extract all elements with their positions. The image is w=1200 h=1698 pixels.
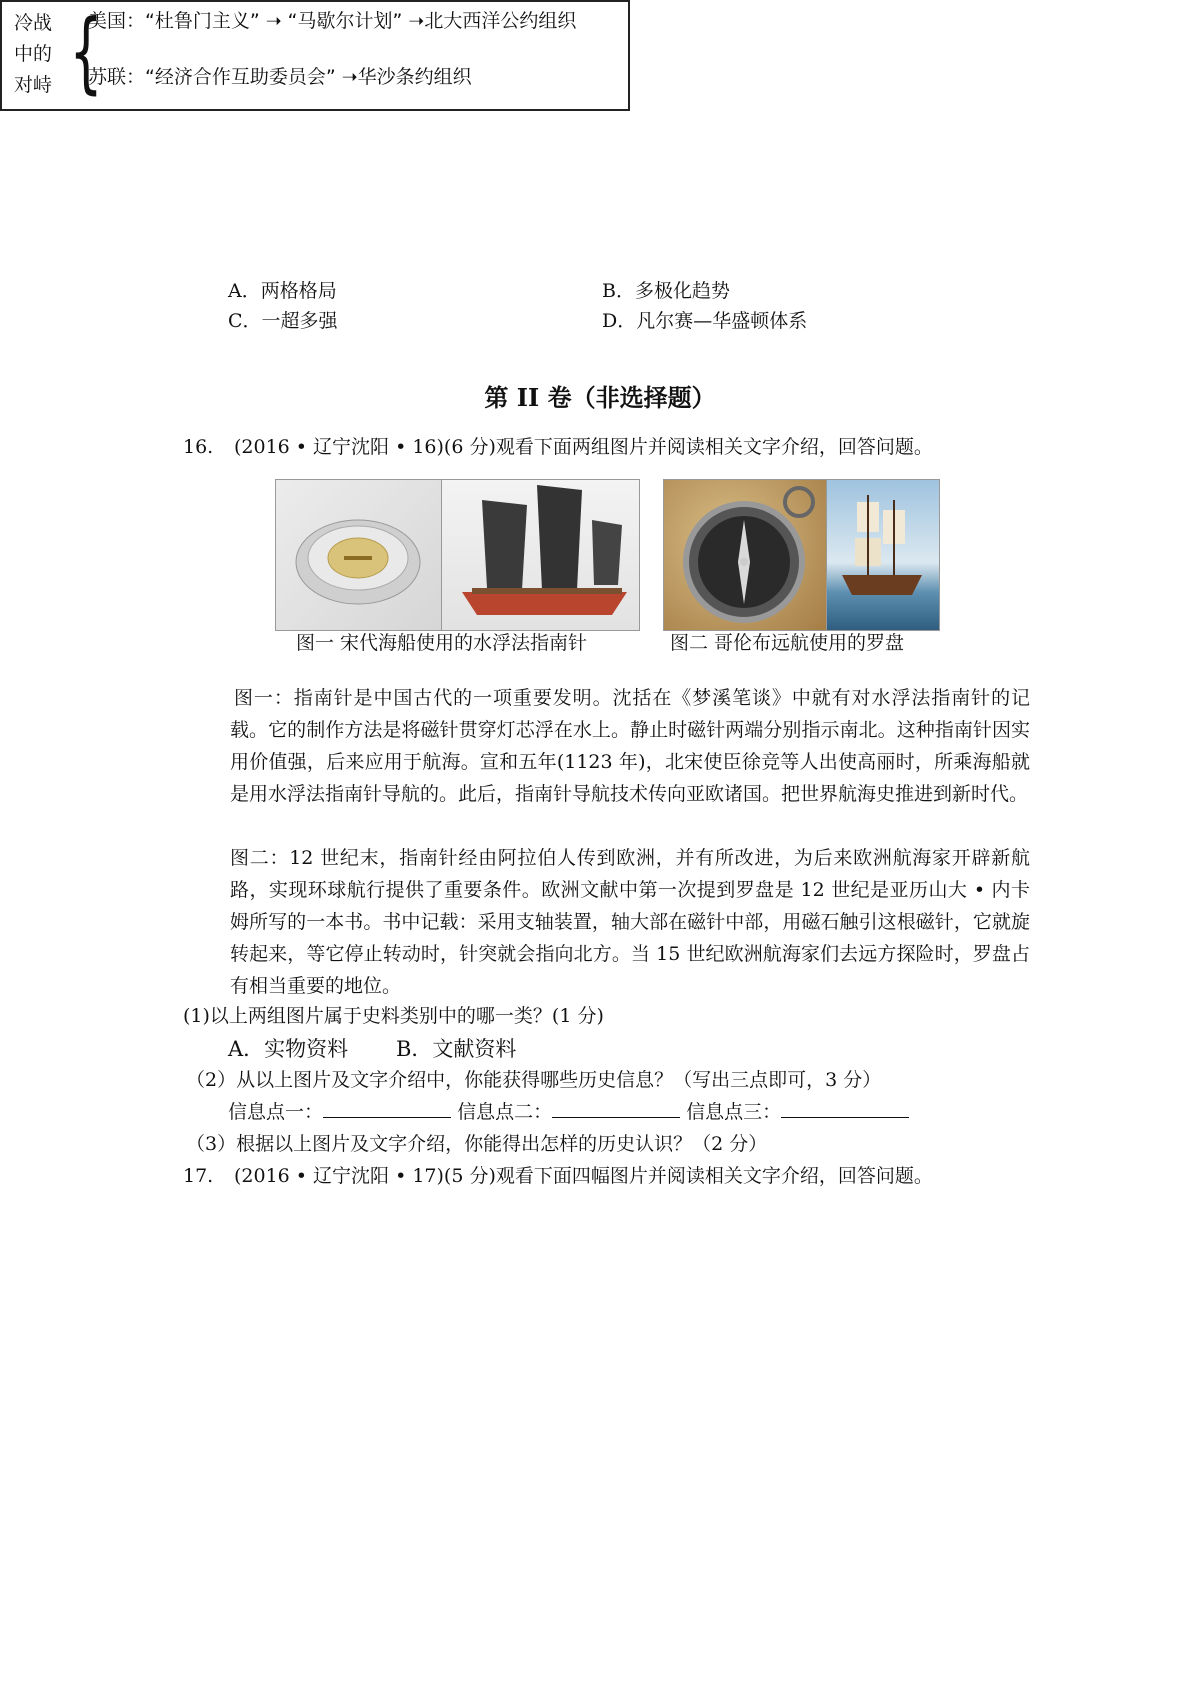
info-point-2-label: 信息点二： xyxy=(457,1101,553,1123)
columbus-ship-image xyxy=(826,479,940,631)
sub1-option-a: A．实物资料 xyxy=(228,1037,349,1061)
cold-war-diagram xyxy=(0,0,630,111)
q17-number: 17. xyxy=(183,1165,214,1187)
q16-number: 16. xyxy=(183,436,214,458)
info-point-1-blank[interactable] xyxy=(323,1099,451,1118)
sub1-option-b: B．文献资料 xyxy=(396,1037,517,1061)
ussr-row: 苏联：“经济合作互助委员会” ➝华沙条约组织 xyxy=(88,66,472,88)
q17-stem: (2016 • 辽宁沈阳 • 17)(5 分)观看下面四幅图片并阅读相关文字介绍，回答问题。 xyxy=(234,1165,933,1187)
info-point-3-label: 信息点三： xyxy=(686,1101,782,1123)
usa-row: 美国：“杜鲁门主义” ➝ “马歇尔计划” ➝北大西洋公约组织 xyxy=(88,10,577,32)
water-compass-image xyxy=(275,479,442,631)
figure-2-description: 图二：12 世纪末，指南针经由阿拉伯人传到欧洲，并有所改进，为后来欧洲航海家开辟新航路，实现环球航行提供了重要条件。欧洲文献中第一次提到罗盘是 12 世纪是亚历山大 • 内卡姆所写的一本书。书中记载：采用支轴装置，轴大部在磁针中部，用磁石触引这根磁针，它就旋转起来，等它停止转动时，针突就会指向北方。当 15 世纪欧洲航海家们去远方探险时，罗盘占有相当重要的地位。 xyxy=(230,847,1030,997)
q16-sub1: (1)以上两组图片属于史料类别中的哪一类？(1 分) xyxy=(183,1005,604,1027)
caption-figure-2: 图二 哥伦布远航使用的罗盘 xyxy=(670,632,905,654)
left-label-line-1: 冷战 xyxy=(14,12,53,34)
compass-image xyxy=(663,479,827,631)
option-b: B．多极化趋势 xyxy=(602,280,730,302)
q16-sub2: （2）从以上图片及文字介绍中，你能获得哪些历史信息？（写出三点即可，3 分） xyxy=(186,1069,882,1091)
brace-icon: { xyxy=(69,0,103,103)
q16-sub3: （3）根据以上图片及文字介绍，你能得出怎样的历史认识？（2 分） xyxy=(186,1133,768,1155)
section-heading: 第 II 卷（非选择题） xyxy=(484,383,716,412)
option-d: D．凡尔赛—华盛顿体系 xyxy=(602,310,808,332)
info-point-2-blank[interactable] xyxy=(552,1099,680,1118)
option-a: A．两格格局 xyxy=(228,280,337,302)
left-label-line-2: 中的 xyxy=(14,43,53,65)
figure-1-description: 图一：指南针是中国古代的一项重要发明。沈括在《梦溪笔谈》中就有对水浮法指南针的记载。它的制作方法是将磁针贯穿灯芯浮在水上。静止时磁针两端分别指示南北。这种指南针因实用价值强，后来应用于航海。宣和五年(1123 年)，北宋使臣徐竞等人出使高丽时，所乘海船就是用水浮法指南针导航的。此后，指南针导航技术传向亚欧诸国。把世界航海史推进到新时代。 xyxy=(230,687,1030,805)
diagram-left-label xyxy=(14,8,60,101)
left-label-line-3: 对峙 xyxy=(14,74,53,96)
info-point-3-blank[interactable] xyxy=(781,1099,909,1118)
option-c: C．一超多强 xyxy=(228,310,338,332)
q16-stem: (2016 • 辽宁沈阳 • 16)(6 分)观看下面两组图片并阅读相关文字介绍，回答问题。 xyxy=(234,436,933,458)
song-junk-ship-image xyxy=(441,479,640,631)
info-points-row xyxy=(228,1098,909,1126)
info-point-1-label: 信息点一： xyxy=(228,1101,324,1123)
caption-figure-1: 图一 宋代海船使用的水浮法指南针 xyxy=(296,632,588,654)
